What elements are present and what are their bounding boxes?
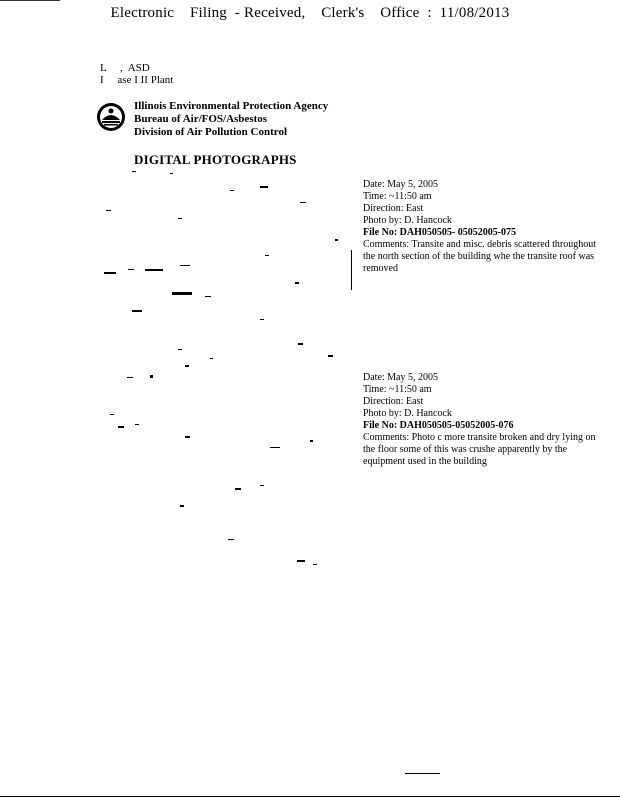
photo-caption-2 xyxy=(363,372,603,468)
header-line-3 xyxy=(100,86,173,98)
caption-1-photo-by: Photo by: D. Hancock xyxy=(363,215,452,226)
caption-1-direction: Direction: East xyxy=(363,203,424,214)
photo-area-faded xyxy=(100,168,350,578)
filing-stamp: Electronic Filing - Received, Clerk's Office : 11/08/2013 xyxy=(110,5,510,21)
caption-1-time: Time: ~11:50 am xyxy=(363,191,432,202)
caption-2-direction: Direction: East xyxy=(363,396,424,407)
caption-2-comments: Comments: Photo c more transite broken and dry lying on the floor some of this was crushe apparently by the equipment used in the building xyxy=(363,432,596,467)
caption-1-file-no: File No: DAH050505- 05052005-075 xyxy=(363,227,517,238)
agency-name-lines xyxy=(134,100,394,139)
agency-bureau: Bureau of Air/FOS/Asbestos xyxy=(134,113,268,125)
scan-edge-bottom xyxy=(0,796,620,797)
photo-speckle xyxy=(104,171,338,565)
scan-mark-vertical xyxy=(351,250,352,290)
caption-1-date: Date: May 5, 2005 xyxy=(363,179,438,190)
header-line-2: I ase I II Plant xyxy=(100,74,174,86)
caption-1-comments: Comments: Transite and misc. debris scattered throughout the north section of the building whe the transite roof was removed xyxy=(363,239,597,274)
page-title: DIGITAL PHOTOGRAPHS xyxy=(134,152,297,167)
agency-name: Illinois Environmental Protection Agency xyxy=(134,100,329,112)
photo-caption-1 xyxy=(363,179,603,275)
header-line-1: L , ASD xyxy=(100,62,150,74)
page-number-rule xyxy=(405,773,440,774)
illinois-epa-seal-icon xyxy=(96,102,126,132)
caption-2-file-no: File No: DAH050505-05052005-076 xyxy=(363,420,514,431)
agency-division: Division of Air Pollution Control xyxy=(134,126,288,138)
letterhead-info xyxy=(100,62,173,98)
caption-2-photo-by: Photo by: D. Hancock xyxy=(363,408,452,419)
caption-2-date: Date: May 5, 2005 xyxy=(363,372,438,383)
scan-edge-top xyxy=(0,0,60,1)
caption-2-time: Time: ~11:50 am xyxy=(363,384,432,395)
